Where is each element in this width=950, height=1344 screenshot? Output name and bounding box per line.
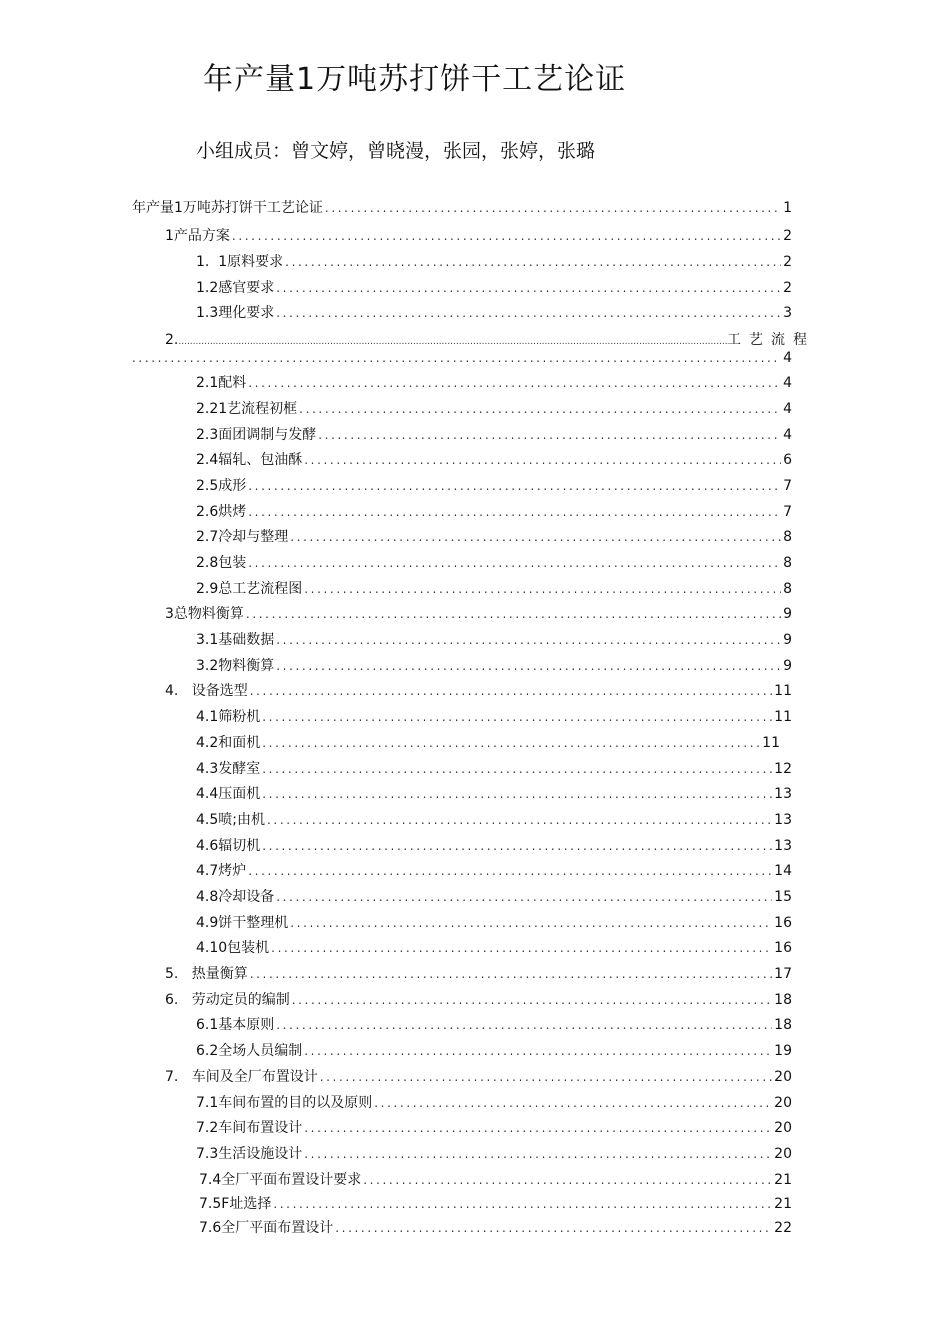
toc-entry[interactable] xyxy=(196,656,792,676)
toc-page: 6 xyxy=(783,452,792,468)
leader-dots xyxy=(325,198,781,218)
toc-page: 19 xyxy=(774,1043,792,1059)
toc-page: 18 xyxy=(774,992,792,1008)
toc-page: 22 xyxy=(774,1220,792,1236)
toc-page: 20 xyxy=(774,1120,792,1136)
toc-label: 3.2物料衡算 xyxy=(196,658,275,674)
toc-label: 2.4辐轧、包油酥 xyxy=(196,452,303,468)
toc-label: 6. 劳动定员的编制 xyxy=(165,992,290,1008)
toc-label: 年产量1万吨苏打饼干工艺论证 xyxy=(132,200,323,216)
toc-label: 2.9总工艺流程图 xyxy=(196,581,303,597)
toc-entry[interactable] xyxy=(165,604,792,624)
leader-dots xyxy=(248,861,772,881)
toc-label: 2.3面团调制与发酵 xyxy=(196,427,317,443)
toc-entry[interactable] xyxy=(196,1015,792,1035)
toc-page: 7 xyxy=(783,504,792,520)
leader-dots xyxy=(232,226,781,246)
toc-label: 7. 车间及全厂布置设计 xyxy=(165,1069,318,1085)
toc-entry-continuation[interactable] xyxy=(132,348,792,368)
leader-dots xyxy=(290,913,772,933)
leader-dots xyxy=(276,656,781,676)
toc-label: 4.2和面机 xyxy=(196,735,261,751)
leader-dots xyxy=(320,1067,772,1087)
toc-page: 21 xyxy=(774,1172,792,1188)
leader-dots xyxy=(276,1015,772,1035)
leader-dots xyxy=(248,553,781,573)
toc-entry[interactable] xyxy=(196,373,792,393)
leader-dots xyxy=(250,681,772,701)
leader-dots xyxy=(267,810,772,830)
leader-dots xyxy=(276,630,781,650)
toc-label: 5. 热量衡算 xyxy=(165,966,248,982)
toc-label: 7.4全厂平面布置设计要求 xyxy=(199,1172,362,1188)
leader-dots xyxy=(318,425,781,445)
toc-entry[interactable] xyxy=(165,1067,792,1087)
toc-entry[interactable] xyxy=(132,198,792,218)
toc-page: 4 xyxy=(783,401,792,417)
toc-label: 4.10包装机 xyxy=(196,940,270,956)
toc-entry[interactable] xyxy=(196,887,792,907)
leader-dots xyxy=(363,1170,772,1190)
toc-label: 4.1筛粉机 xyxy=(196,709,261,725)
toc-label: 1. 1原料要求 xyxy=(196,254,284,270)
toc-page: 8 xyxy=(783,555,792,571)
toc-page: 1 xyxy=(783,200,792,216)
toc-page: 2 xyxy=(783,254,792,270)
leader-dots xyxy=(374,1093,772,1113)
toc-label: 2.8包装 xyxy=(196,555,247,571)
toc-entry-wrapped[interactable] xyxy=(165,330,815,350)
toc-page: 11 xyxy=(774,709,792,725)
toc-page: 9 xyxy=(783,606,792,622)
toc-entry[interactable] xyxy=(196,502,792,522)
toc-label: 6.1基本原则 xyxy=(196,1017,275,1033)
toc-label: 4.5喷;由机 xyxy=(196,812,265,828)
toc-label: 2.7冷却与整理 xyxy=(196,529,289,545)
toc-label: 4.4压面机 xyxy=(196,786,261,802)
toc-entry[interactable] xyxy=(165,964,792,984)
toc-entry[interactable] xyxy=(196,476,792,496)
toc-entry[interactable] xyxy=(196,399,792,419)
leader-dots xyxy=(304,450,781,470)
toc-entry[interactable] xyxy=(199,1218,792,1238)
toc-page: 11 xyxy=(762,735,780,751)
toc-entry[interactable] xyxy=(196,579,792,599)
toc-entry[interactable] xyxy=(196,252,792,272)
toc-page: 14 xyxy=(774,863,792,879)
leader-dots xyxy=(304,1118,772,1138)
toc-page: 8 xyxy=(783,581,792,597)
toc-entry[interactable] xyxy=(196,836,792,856)
toc-entry[interactable] xyxy=(196,759,792,779)
toc-label: 3.1基础数据 xyxy=(196,632,275,648)
leader-dots xyxy=(292,990,772,1010)
toc-page: 21 xyxy=(774,1196,792,1212)
toc-label: 4.9饼干整理机 xyxy=(196,915,289,931)
leader-dots xyxy=(246,604,781,624)
toc-entry[interactable] xyxy=(165,226,792,246)
toc-page: 2 xyxy=(783,228,792,244)
toc-label: 1产品方案 xyxy=(165,228,230,244)
leader-dots xyxy=(262,784,772,804)
toc-page: 2 xyxy=(783,280,792,296)
leader-dots xyxy=(304,1144,772,1164)
toc-entry[interactable] xyxy=(196,1144,792,1164)
toc-entry[interactable] xyxy=(196,1041,792,1061)
toc-label: 4.3发酵室 xyxy=(196,761,261,777)
toc-label: 2.6烘烤 xyxy=(196,504,247,520)
toc-page: 13 xyxy=(774,786,792,802)
toc-label: 2.1配料 xyxy=(196,375,247,391)
toc-entry[interactable] xyxy=(196,733,780,753)
leader-dots xyxy=(304,579,781,599)
toc-label: 1.3理化要求 xyxy=(196,305,275,321)
leader-dots xyxy=(250,964,772,984)
toc-page: 20 xyxy=(774,1095,792,1111)
toc-label-tail: 工艺流程 xyxy=(727,332,815,348)
toc-entry[interactable] xyxy=(196,861,792,881)
leader-dots xyxy=(271,938,772,958)
leader-dots xyxy=(285,252,781,272)
toc-page: 11 xyxy=(774,683,792,699)
leader-dots xyxy=(262,733,760,753)
leader-dots xyxy=(276,887,772,907)
toc-label: 2.5成形 xyxy=(196,478,247,494)
toc-label: 3总物料衡算 xyxy=(165,606,244,622)
toc-page: 15 xyxy=(774,889,792,905)
toc-page: 12 xyxy=(774,761,792,777)
leader-dots xyxy=(304,1041,772,1061)
toc-page: 13 xyxy=(774,812,792,828)
toc-page: 16 xyxy=(774,915,792,931)
toc-page: 13 xyxy=(774,838,792,854)
toc-entry[interactable] xyxy=(196,1093,792,1113)
toc-entry[interactable] xyxy=(196,278,792,298)
toc-entry[interactable] xyxy=(196,425,792,445)
leader-dots xyxy=(262,759,772,779)
toc-entry[interactable] xyxy=(196,527,792,547)
leader-dots xyxy=(335,1218,772,1238)
leader-dots xyxy=(276,278,781,298)
toc-page: 18 xyxy=(774,1017,792,1033)
leader-dots xyxy=(299,399,781,419)
document-title: 年产量1万吨苏打饼干工艺论证 xyxy=(203,62,627,97)
toc-page: 4 xyxy=(783,427,792,443)
leader-dots xyxy=(262,707,772,727)
toc-page: 17 xyxy=(774,966,792,982)
leader-dots xyxy=(248,502,781,522)
toc-label: 4.8冷却设备 xyxy=(196,889,275,905)
toc-entry[interactable] xyxy=(196,553,792,573)
toc-page: 9 xyxy=(783,658,792,674)
toc-page: 9 xyxy=(783,632,792,648)
toc-page: 3 xyxy=(783,305,792,321)
leader-dots xyxy=(273,1194,772,1214)
toc-entry[interactable] xyxy=(165,990,792,1010)
toc-entry[interactable] xyxy=(196,938,792,958)
toc-entry[interactable] xyxy=(196,784,792,804)
toc-label: 2. xyxy=(165,332,179,348)
leader-dots xyxy=(276,303,781,323)
toc-page: 7 xyxy=(783,478,792,494)
toc-entry[interactable] xyxy=(199,1170,792,1190)
group-members: 小组成员：曾文婷，曾晓漫，张园，张婷，张璐 xyxy=(196,140,596,162)
toc-label: 1.2感官要求 xyxy=(196,280,275,296)
toc-label: 4.7烤炉 xyxy=(196,863,247,879)
toc-entry[interactable] xyxy=(196,913,792,933)
toc-entry[interactable] xyxy=(196,450,792,470)
toc-label: 4. 设备选型 xyxy=(165,683,248,699)
leader-dots xyxy=(248,476,781,496)
leader-dots xyxy=(290,527,781,547)
toc-page: 8 xyxy=(783,529,792,545)
toc-page: 20 xyxy=(774,1146,792,1162)
toc-entry[interactable] xyxy=(196,303,792,323)
toc-label: 7.1车间布置的目的以及原则 xyxy=(196,1095,373,1111)
toc-page: 20 xyxy=(774,1069,792,1085)
toc-label: 6.2全场人员编制 xyxy=(196,1043,303,1059)
toc-entry[interactable] xyxy=(196,707,792,727)
toc-label: 7.5F址选择 xyxy=(199,1196,272,1212)
toc-entry[interactable] xyxy=(196,1118,792,1138)
leader-dots xyxy=(248,373,781,393)
leader-dots xyxy=(132,348,781,368)
toc-label: 7.3生活设施设计 xyxy=(196,1146,303,1162)
leader-dots xyxy=(262,836,772,856)
toc-label: 2.21艺流程初框 xyxy=(196,401,298,417)
toc-label: 4.6辐切机 xyxy=(196,838,261,854)
toc-entry[interactable] xyxy=(165,681,792,701)
toc-page: 16 xyxy=(774,940,792,956)
toc-page: 4 xyxy=(783,375,792,391)
toc-page: 4 xyxy=(783,350,792,366)
toc-label: 7.2车间布置设计 xyxy=(196,1120,303,1136)
toc-label: 7.6全厂平面布置设计 xyxy=(199,1220,334,1236)
toc-entry[interactable] xyxy=(196,630,792,650)
toc-entry[interactable] xyxy=(199,1194,792,1214)
toc-entry[interactable] xyxy=(196,810,792,830)
